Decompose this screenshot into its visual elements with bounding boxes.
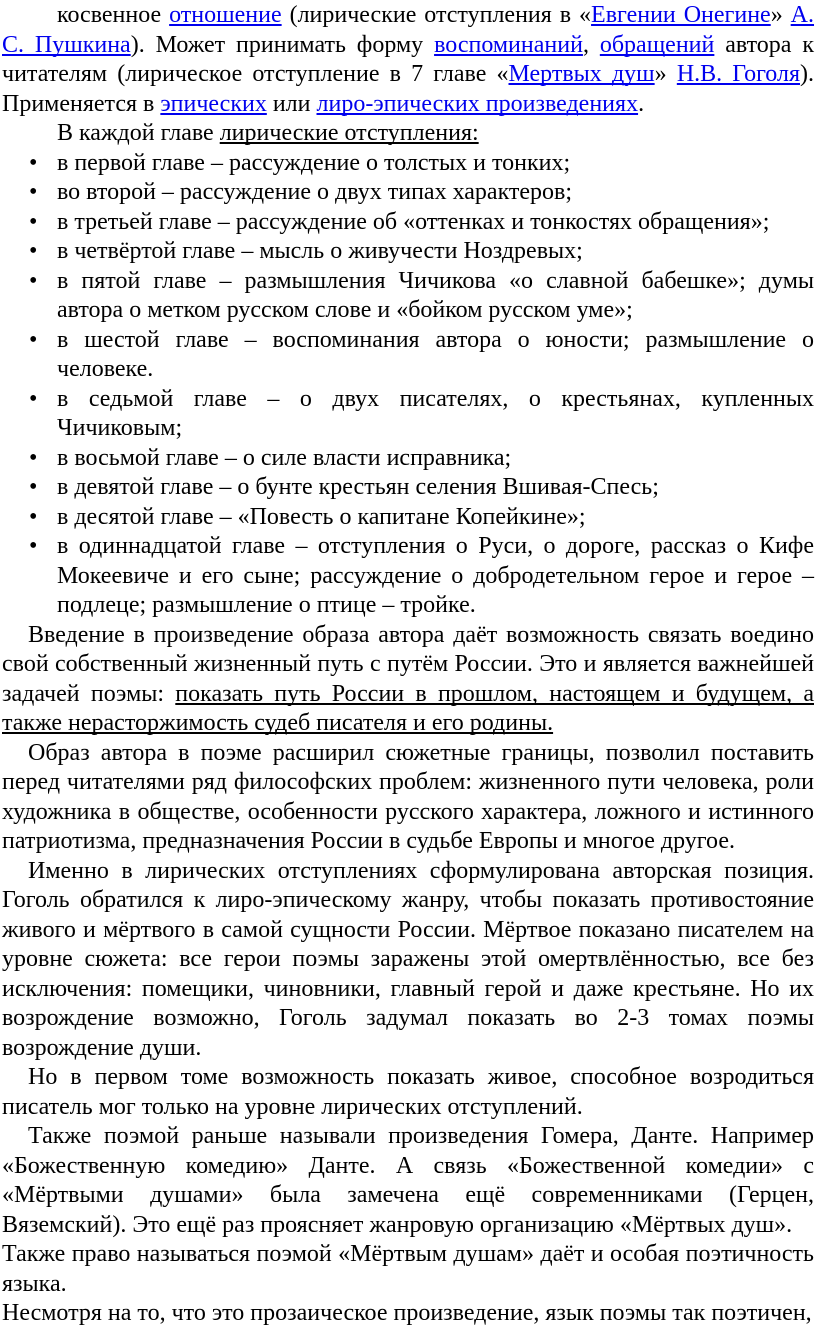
underlined-text: лирические отступления: (219, 120, 479, 146)
hyperlink[interactable]: А. С. Пушкина (2, 2, 815, 58)
text-run: » (654, 61, 677, 87)
paragraph (2, 1299, 814, 1329)
text-run: автора к читателям (лирическое отступление в 7 главе « (2, 31, 815, 87)
paragraph (2, 1122, 814, 1240)
text-run: Несмотря на то, что это прозаическое произведение, язык поэмы так поэтичен, (2, 1300, 812, 1326)
text-run: ). Применяется в (2, 61, 815, 117)
paragraph (2, 621, 814, 739)
hyperlink[interactable]: Мертвых душ (508, 61, 655, 87)
list-item (2, 178, 814, 208)
text-run: » (770, 2, 791, 28)
bullet-marker-icon: • (29, 267, 38, 294)
bullet-marker-icon: • (29, 179, 38, 205)
hyperlink[interactable]: Евгении Онегине (591, 2, 771, 28)
hyperlink[interactable]: обращений (599, 31, 715, 58)
text-run: Введение в произведение образа автора даёт возможность связать воедино свой собственный жизненный путь с путём России. Это и является важнейшей задачей поэмы: (2, 621, 814, 707)
list-item (2, 473, 814, 503)
text-run: в одиннадцатой главе – отступления о Руси, о дороге, рассказ о Кифе Мокеевиче и его сыне; рассуждение о добродетельном герое и герое – подлеце; размышление о птице – тройке. (57, 533, 814, 618)
text-run: в третьей главе – рассуждение об «оттенках и тонкостях обращения»; (57, 208, 770, 235)
text-run: в девятой главе – о бунте крестьян селения Вшивая-Спесь; (57, 474, 659, 500)
paragraph (2, 739, 814, 857)
hyperlink[interactable]: эпических (160, 90, 267, 117)
paragraph (2, 857, 814, 1064)
text-run: , (582, 31, 600, 58)
paragraph (2, 119, 814, 149)
bullet-marker-icon: • (29, 208, 38, 235)
text-run: во второй – рассуждение о двух типах характеров; (57, 179, 573, 205)
text-run: Именно в лирических отступлениях сформулирована авторская позиция. Гоголь обратился к лиро-эпическому жанру, чтобы показать противостояние живого и мёртвого в самой сущности России. Мёртвое показано писателем на уровне сюжета: все герои поэмы заражены этой омертвлённостью, все без исключения: помещики, чиновники, главный герой и даже крестьяне. Но их возрождение возможно, Гоголь задумал показать во 2-3 томах поэмы возрождение души. (2, 857, 814, 1061)
list-item (2, 149, 814, 179)
text-run: Также право называться поэмой «Мёртвым душам» даёт и особая поэтичность языка. (2, 1241, 814, 1297)
bullet-marker-icon: • (29, 474, 38, 500)
text-run: (лирические отступления в « (281, 2, 592, 28)
text-run: косвенное (57, 2, 170, 28)
bullet-marker-icon: • (29, 503, 38, 530)
list-item (2, 237, 814, 267)
bullet-marker-icon: • (29, 149, 38, 176)
hyperlink[interactable]: лиро-эпических произведениях (316, 90, 639, 117)
bullet-marker-icon: • (29, 444, 38, 471)
text-run: в седьмой главе – о двух писателях, о крестьянах, купленных Чичиковым; (57, 385, 814, 441)
list-item (2, 326, 814, 385)
paragraph (2, 1240, 814, 1299)
text-run: ). Может принимать форму (130, 31, 435, 58)
list-item (2, 444, 814, 474)
text-run: в восьмой главе – о силе власти исправника; (57, 444, 512, 471)
list-item (2, 385, 814, 444)
text-run: Но в первом томе возможность показать живое, способное возродиться писатель мог только на уровне лирических отступлений. (2, 1064, 814, 1120)
bullet-marker-icon: • (29, 238, 38, 264)
list-item (2, 208, 814, 238)
bullet-marker-icon: • (29, 385, 38, 412)
text-run: в десятой главе – «Повесть о капитане Копейкине»; (57, 503, 586, 530)
list-item (2, 532, 814, 621)
text-run: в пятой главе – размышления Чичикова «о славной бабешке»; думы автора о метком русском слове и «бойком русском уме»; (57, 267, 814, 323)
text-run: Также поэмой раньше называли произведения Гомера, Данте. Например «Божественную комедию» Данте. А связь «Божественной комедии» с «Мёртвыми душами» была замечена ещё современниками (Герцен, Вяземский). Это ещё раз проясняет жанровую организацию «Мёртвых душ». (2, 1123, 814, 1238)
paragraph (2, 1063, 814, 1122)
text-run: в первой главе – рассуждение о толстых и тонких; (57, 149, 571, 176)
paragraph (2, 1, 814, 119)
text-run: В каждой главе (57, 120, 220, 146)
text-run: или (266, 90, 317, 117)
hyperlink[interactable]: Н.В. Гоголя (676, 61, 801, 87)
hyperlink[interactable]: отношение (169, 2, 282, 28)
text-run: Образ автора в поэме расширил сюжетные границы, позволил поставить перед читателями ряд философских проблем: жизненного пути человека, роли художника в обществе, особенности русского характера, ложного и истинного патриотизма, предназначения России в судьбе Европы и многое другое. (2, 739, 814, 854)
bullet-marker-icon: • (29, 326, 38, 353)
list-item (2, 267, 814, 326)
bullet-marker-icon: • (29, 533, 38, 559)
text-run: в четвёртой главе – мысль о живучести Ноздревых; (57, 238, 583, 264)
hyperlink[interactable]: воспоминаний (434, 31, 583, 58)
list-item (2, 503, 814, 533)
text-run: в шестой главе – воспоминания автора о юности; размышление о человеке. (57, 326, 814, 382)
text-run: . (638, 90, 645, 117)
underlined-text: показать путь России в прошлом, настоящем и будущем, а также нерасторжимость судеб писателя и его родины. (2, 680, 814, 736)
